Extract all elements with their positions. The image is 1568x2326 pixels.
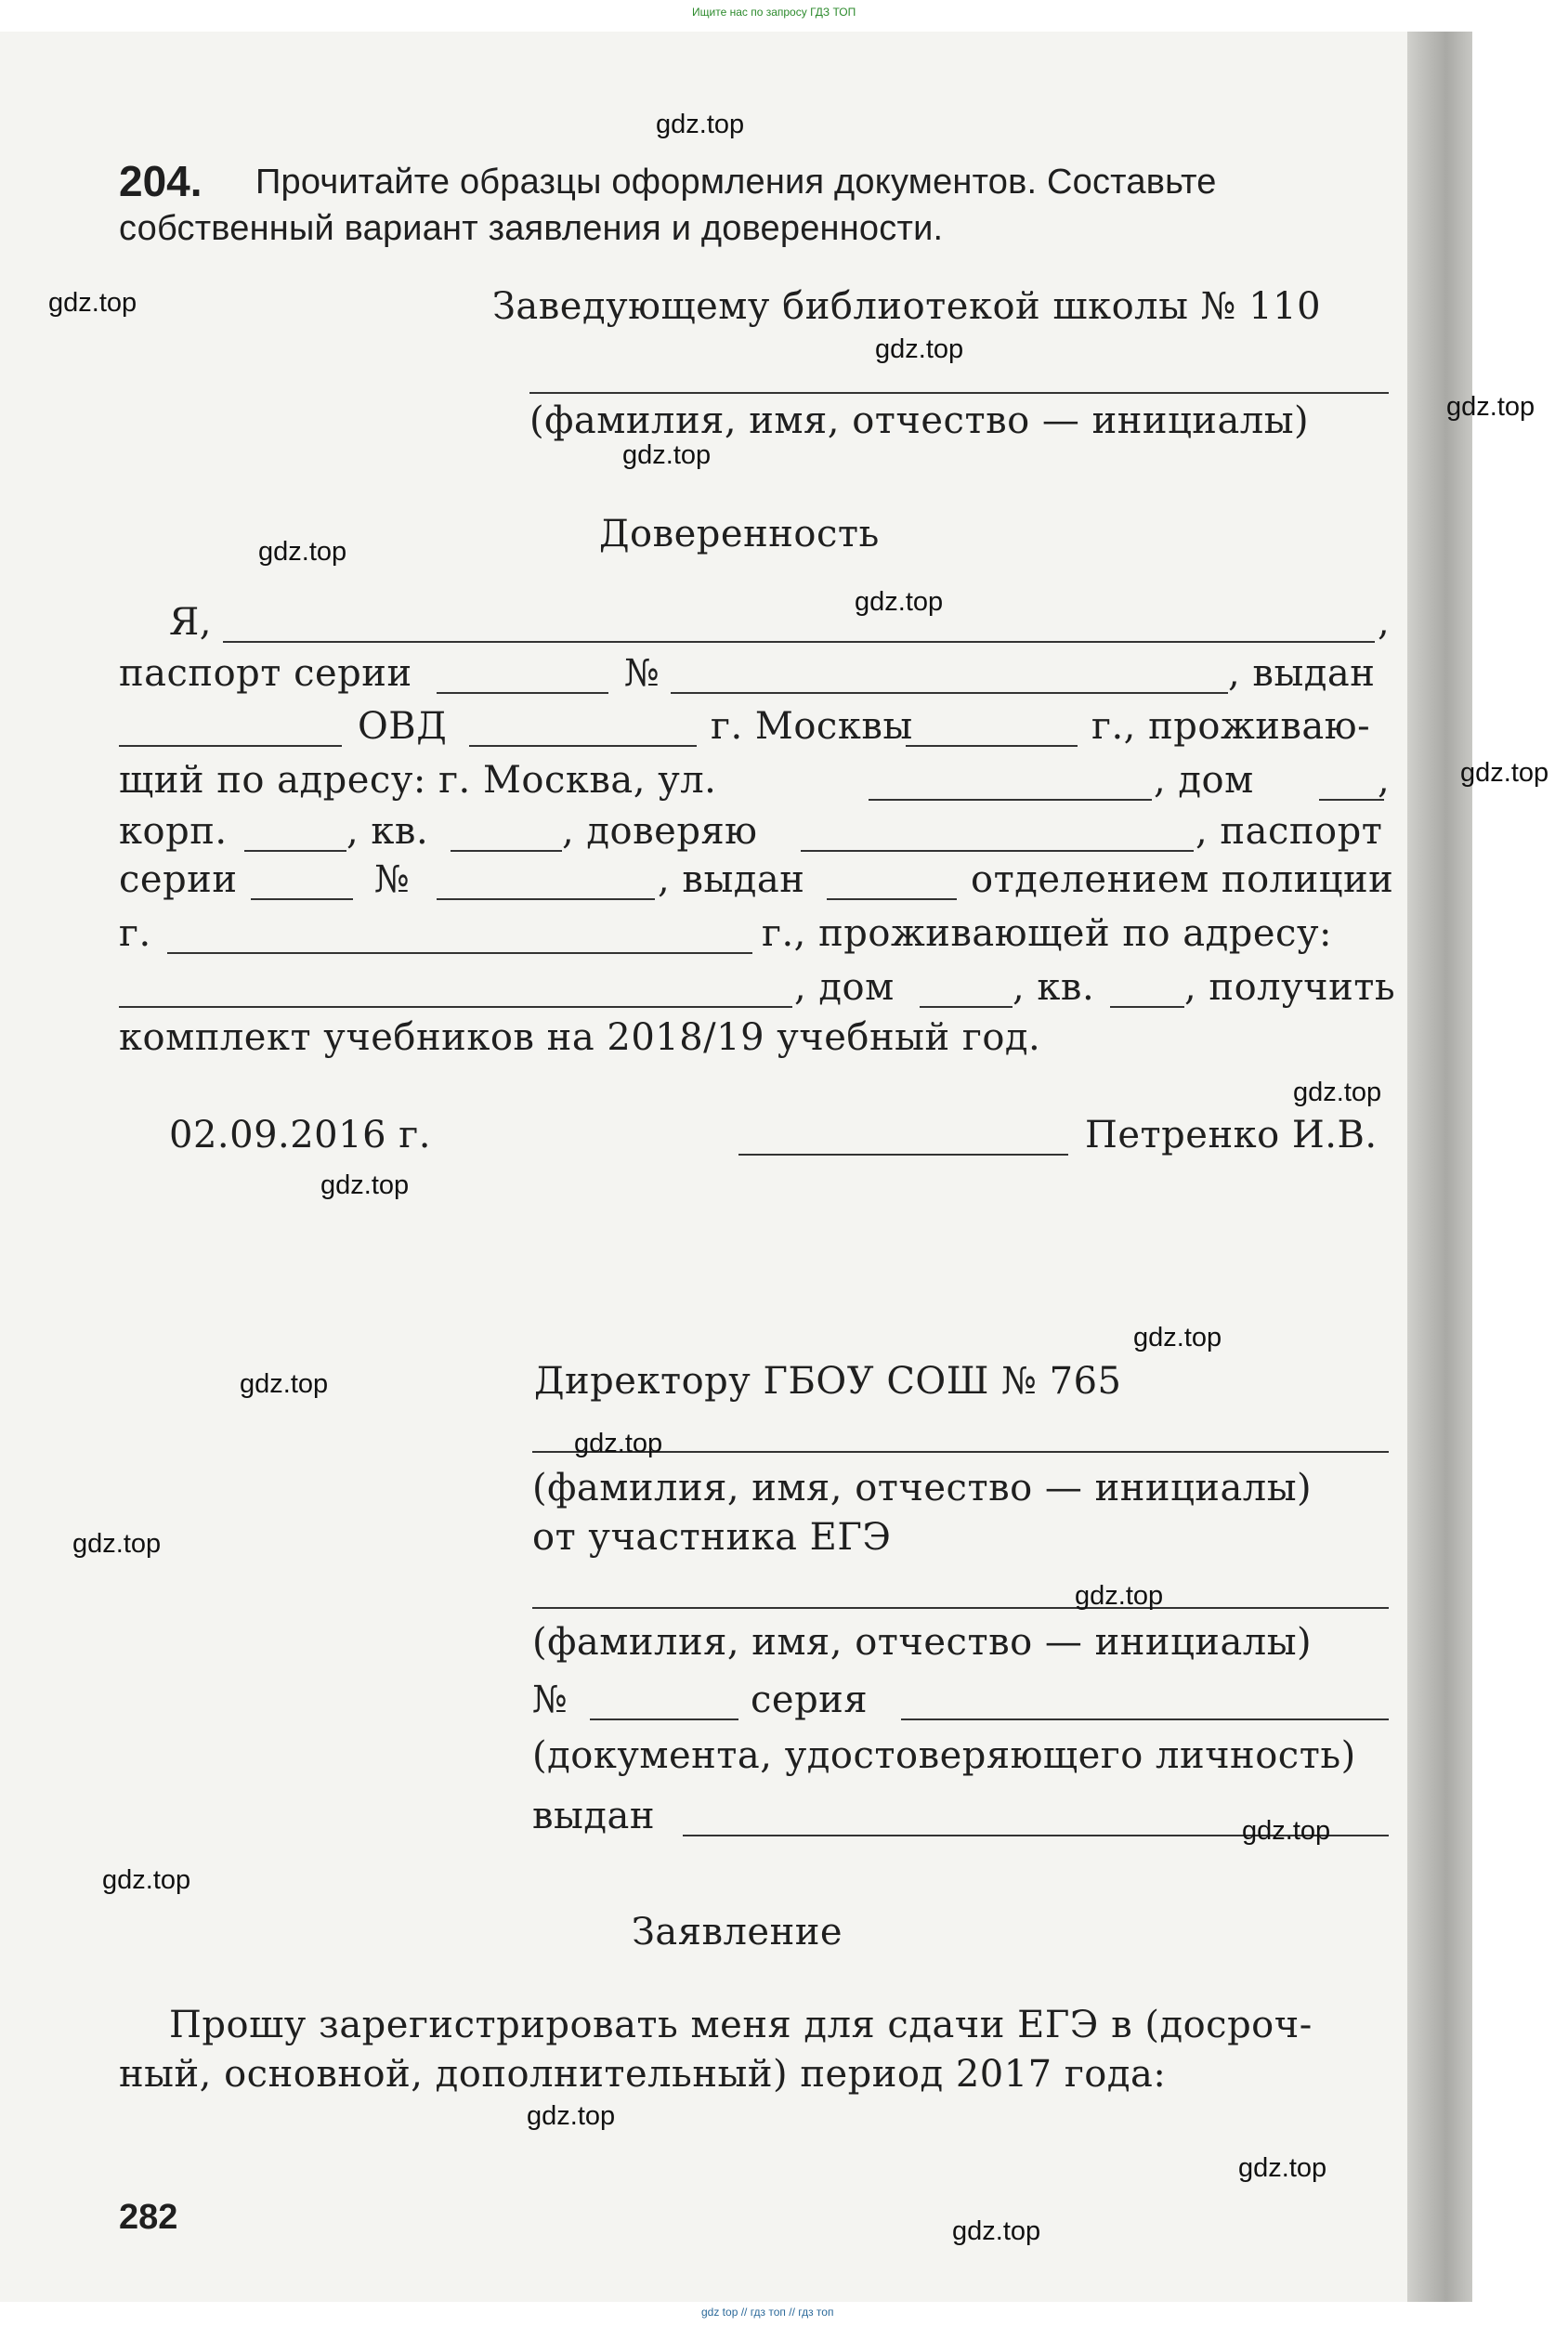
hint-fio-1: (фамилия, имя, отчество — инициалы) xyxy=(532,1467,1313,1509)
text: корп. xyxy=(119,810,228,853)
blank-line xyxy=(451,850,562,852)
blank-line xyxy=(469,745,697,747)
text: щий по адресу: г. Москва, ул. xyxy=(119,759,717,802)
document-title-power-of-attorney: Доверенность xyxy=(599,513,880,555)
text: Я, xyxy=(169,601,213,644)
text: № xyxy=(374,858,411,901)
addressee-librarian: Заведующему библиотекой школы № 110 xyxy=(492,285,1322,328)
blank-line xyxy=(437,692,608,694)
text: , кв. xyxy=(1013,966,1095,1009)
watermark: gdz.top xyxy=(1238,2153,1327,2183)
page-spine-shadow xyxy=(1407,32,1472,2302)
bottom-banner[interactable]: gdz top // гдз топ // гдз топ xyxy=(701,2306,834,2319)
watermark: gdz.top xyxy=(102,1865,191,1895)
watermark: gdz.top xyxy=(1293,1078,1382,1107)
watermark: gdz.top xyxy=(258,537,347,567)
blank-line xyxy=(906,745,1078,747)
watermark: gdz.top xyxy=(574,1429,663,1458)
text: , дом xyxy=(1154,759,1254,802)
blank-line xyxy=(920,1006,1013,1008)
addressee-director: Директору ГБОУ СОШ № 765 xyxy=(534,1360,1122,1403)
blank-line xyxy=(167,952,752,954)
text: серия xyxy=(751,1679,869,1721)
hint-document: (документа, удостоверяющего личность) xyxy=(532,1734,1356,1777)
blank-line xyxy=(437,898,655,900)
text: г., проживаю- xyxy=(1091,705,1371,748)
text: г. xyxy=(119,912,151,955)
document-title-application: Заявление xyxy=(632,1911,843,1954)
blank-line xyxy=(590,1718,738,1720)
watermark: gdz.top xyxy=(240,1369,329,1399)
blank-line xyxy=(869,799,1152,801)
text: , паспорт xyxy=(1196,810,1383,853)
text: , кв. xyxy=(346,810,429,853)
hint-fio-2: (фамилия, имя, отчество — инициалы) xyxy=(532,1621,1313,1664)
watermark: gdz.top xyxy=(1075,1581,1164,1611)
text: , дом xyxy=(794,966,895,1009)
watermark: gdz.top xyxy=(48,288,137,318)
signer-name: Петренко И.В. xyxy=(1085,1114,1378,1156)
top-banner[interactable]: Ищите нас по запросу ГДЗ ТОП xyxy=(692,6,856,19)
sender-label: от участника ЕГЭ xyxy=(532,1516,892,1559)
blank-line xyxy=(244,850,346,852)
signature-line xyxy=(738,1154,1068,1156)
page-number: 282 xyxy=(119,2198,178,2237)
watermark: gdz.top xyxy=(622,440,712,470)
text: отделением полиции xyxy=(971,858,1394,901)
text: , xyxy=(1378,759,1391,802)
text: комплект учебников на 2018/19 учебный год. xyxy=(119,1016,1041,1059)
text: выдан xyxy=(532,1795,655,1837)
watermark: gdz.top xyxy=(952,2216,1041,2246)
hint-fio: (фамилия, имя, отчество — инициалы) xyxy=(529,399,1310,442)
text: , получить xyxy=(1184,966,1396,1009)
task-text-line-2: собственный вариант заявления и доверенности. xyxy=(119,209,944,248)
task-text-line-1: Прочитайте образцы оформления документов. Составьте xyxy=(255,163,1217,202)
text: г. Москвы xyxy=(711,705,913,748)
watermark: gdz.top xyxy=(875,334,964,364)
blank-line xyxy=(801,850,1194,852)
task-number: 204. xyxy=(119,157,203,205)
application-body-line-2: ный, основной, дополнительный) период 2017 года: xyxy=(119,2053,1167,2096)
blank-line xyxy=(671,692,1228,694)
blank-line xyxy=(901,1718,1389,1720)
watermark: gdz.top xyxy=(656,110,745,139)
blank-line xyxy=(529,392,1389,394)
text: № xyxy=(532,1679,568,1721)
blank-line xyxy=(1110,1006,1184,1008)
text: , xyxy=(1378,601,1391,644)
watermark: gdz.top xyxy=(72,1529,162,1559)
blank-line xyxy=(1319,799,1384,801)
text: ОВД xyxy=(358,705,448,748)
blank-line xyxy=(532,1607,1389,1609)
watermark: gdz.top xyxy=(527,2101,616,2131)
blank-line xyxy=(119,745,342,747)
watermark: gdz.top xyxy=(1460,758,1549,788)
document-date: 02.09.2016 г. xyxy=(169,1114,431,1156)
text: № xyxy=(624,652,660,695)
watermark: gdz.top xyxy=(1242,1816,1331,1846)
text: , доверяю xyxy=(562,810,758,853)
watermark: gdz.top xyxy=(855,587,944,617)
watermark: gdz.top xyxy=(320,1170,410,1200)
page-background xyxy=(0,32,1472,2302)
application-body-line-1: Прошу зарегистрировать меня для сдачи ЕГЭ в (досроч- xyxy=(169,2004,1313,2046)
text: серии xyxy=(119,858,238,901)
watermark: gdz.top xyxy=(1133,1323,1222,1352)
text: паспорт серии xyxy=(119,652,412,695)
blank-line xyxy=(827,898,957,900)
blank-line xyxy=(223,641,1375,643)
blank-line xyxy=(251,898,353,900)
text: , выдан xyxy=(1228,652,1376,695)
watermark: gdz.top xyxy=(1446,392,1535,422)
text: , выдан xyxy=(658,858,805,901)
text: г., проживающей по адресу: xyxy=(762,912,1332,955)
blank-line xyxy=(119,1006,792,1008)
